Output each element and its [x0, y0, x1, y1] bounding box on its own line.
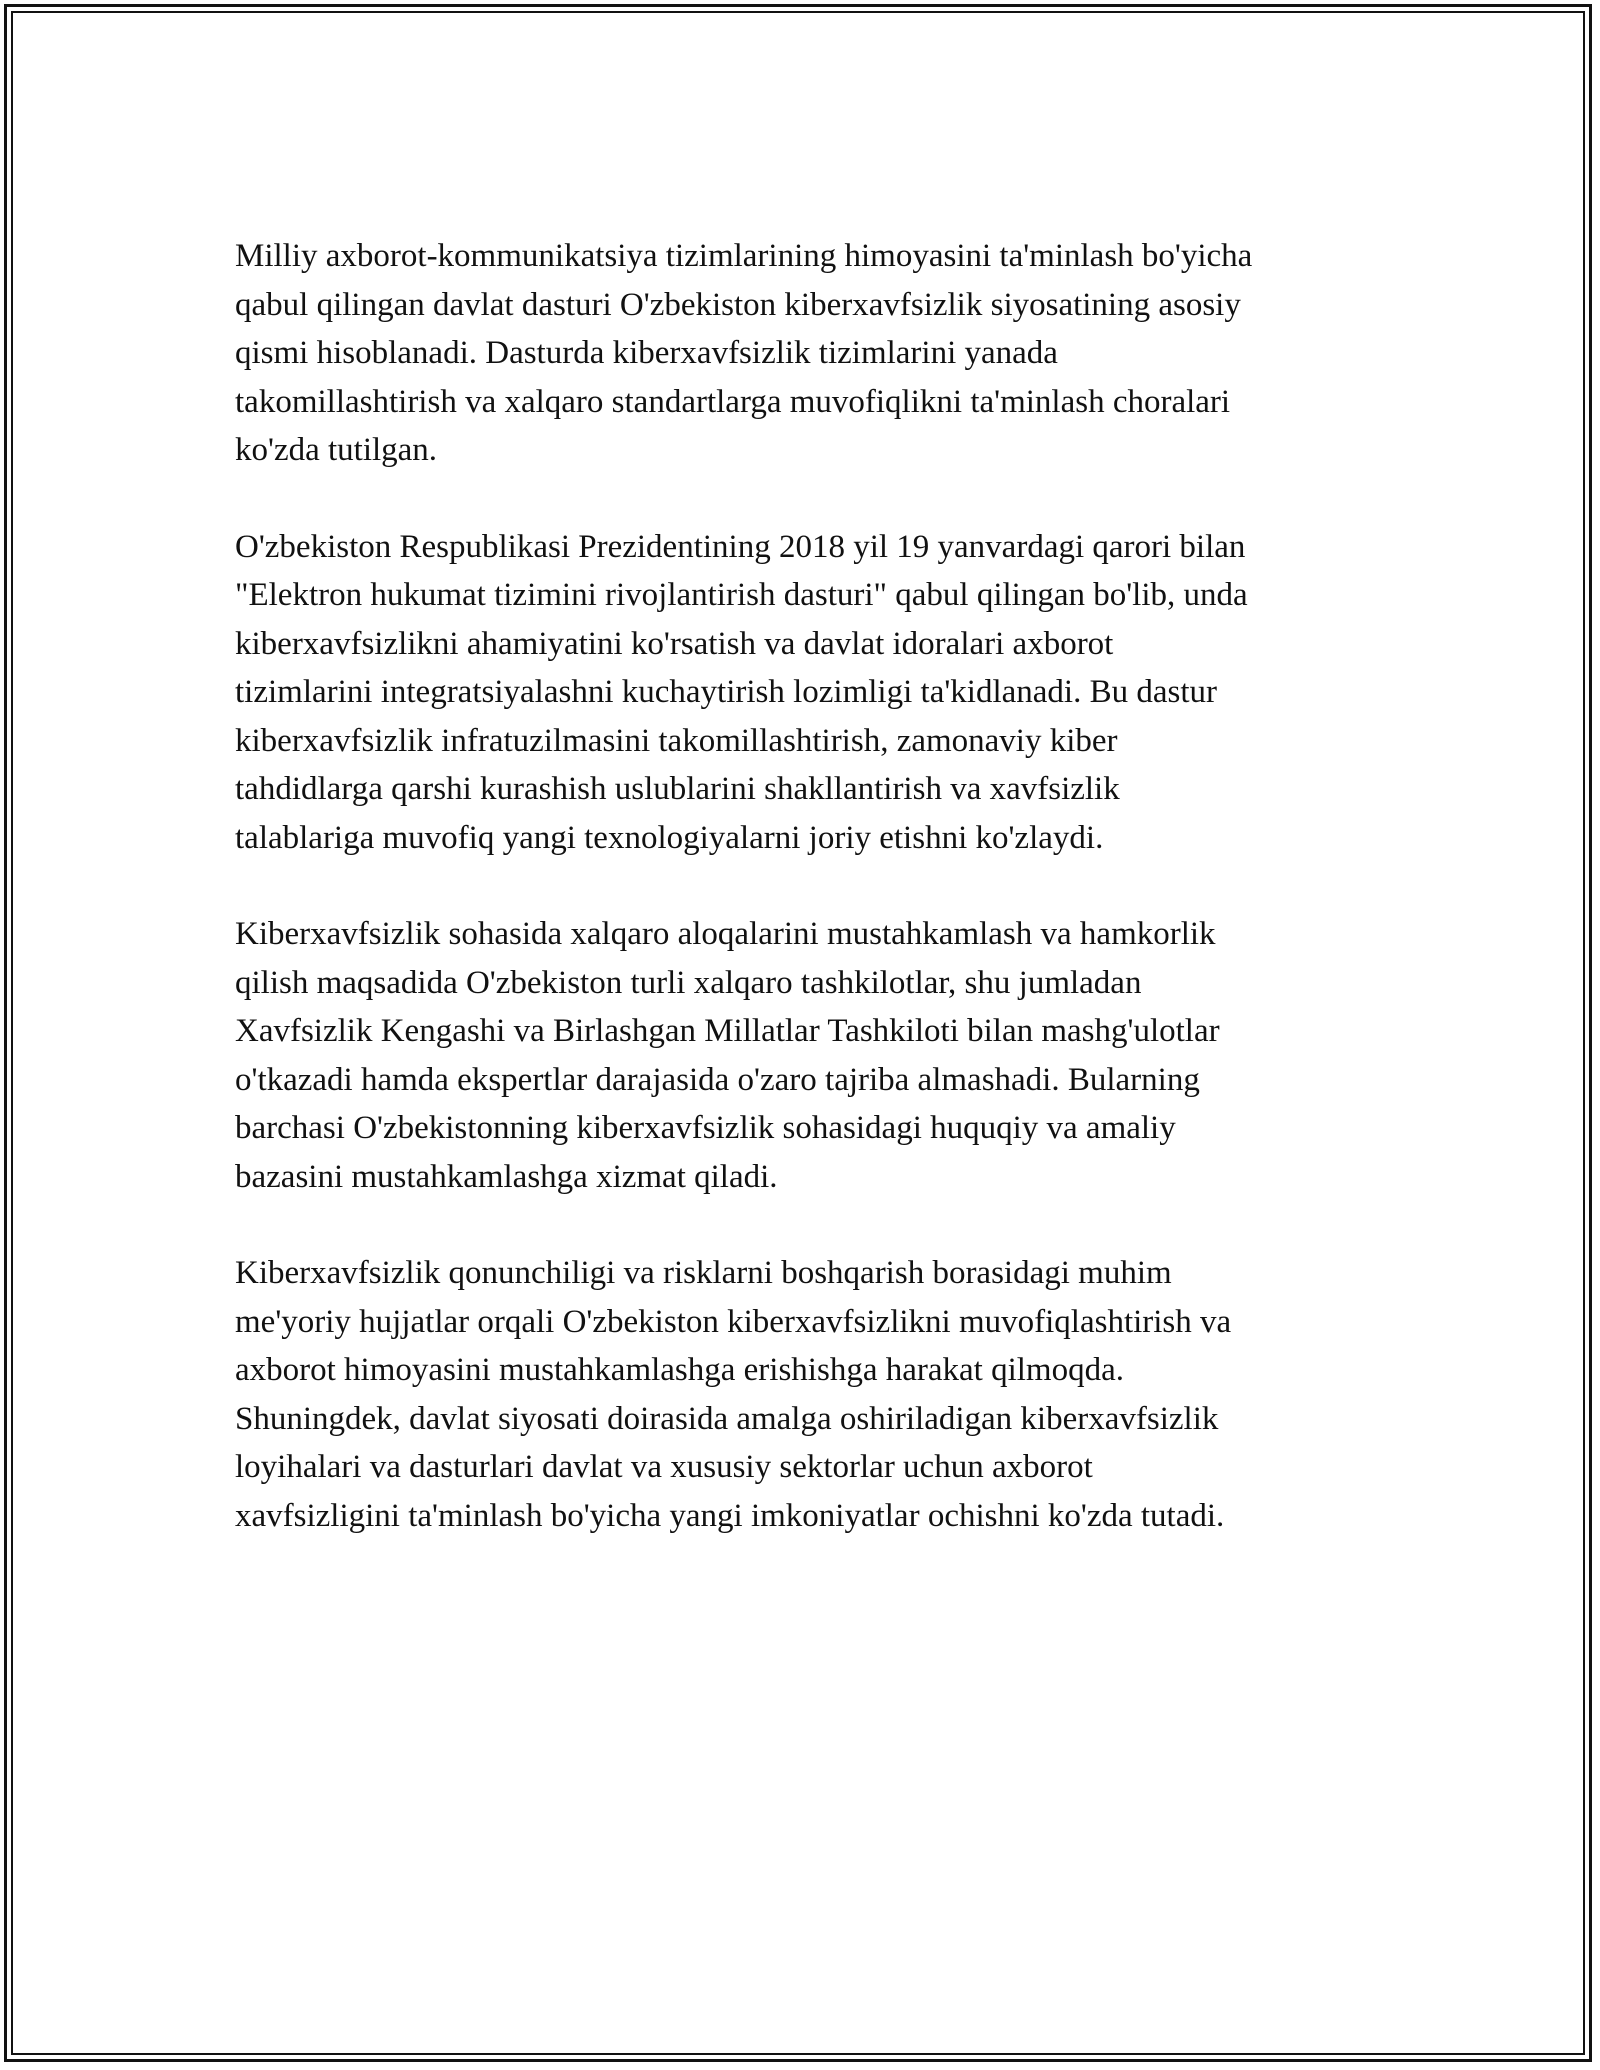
paragraph-4: Kiberxavfsizlik qonunchiligi va risklarni boshqarish borasidagi muhim me'yoriy hujjatlar orqali O'zbekiston kiberxavfsizlikni muvofiqlashtirish va axborot himoyasini mustahkamlashga erishishga harakat qilmoqda. Shuningdek, davlat siyosati doirasida amalga oshiriladigan kiberxavfsizlik loyihalari va dasturlari davlat va xususiy sektorlar uchun axborot xavfsizligini ta'minlash bo'yicha yangi imkoniyatlar ochishni ko'zda tutadi. [235, 1255, 1232, 1534]
paragraph-1: Milliy axborot-kommunikatsiya tizimlarining himoyasini ta'minlash bo'yicha qabul qilingan davlat dasturi O'zbekiston kiberxavfsizlik siyosatining asosiy qismi hisoblanadi. Dasturda kiberxavfsizlik tizimlarini yanada takomillashtirish va xalqaro standartlarga muvofiqlikni ta'minlash choralari ko'zda tutilgan. [235, 238, 1253, 468]
document-body [235, 232, 1385, 1588]
paragraph-2: O'zbekiston Respublikasi Prezidentining 2018 yil 19 yanvardagi qarori bilan "Elektron hukumat tizimini rivojlantirish dasturi" qabul qilingan bo'lib, unda kiberxavfsizlikni ahamiyatini ko'rsatish va davlat idoralari axborot tizimlarini integratsiyalashni kuchaytirish lozimligi ta'kidlanadi. Bu dastur kiberxavfsizlik infratuzilmasini takomillashtirish, zamonaviy kiber tahdidlarga qarshi kurashish uslublarini shakllantirish va xavfsizlik talablariga muvofiq yangi texnologiyalarni joriy etishni ko'zlaydi. [235, 528, 1248, 856]
paragraph-3: Kiberxavfsizlik sohasida xalqaro aloqalarini mustahkamlash va hamkorlik qilish maqsadida O'zbekiston turli xalqaro tashkilotlar, shu jumladan Xavfsizlik Kengashi va Birlashgan Millatlar Tashkiloti bilan mashg'ulotlar o'tkazadi hamda ekspertlar darajasida o'zaro tajriba almashadi. Bularning barchasi O'zbekistonning kiberxavfsizlik sohasidagi huquqiy va amaliy bazasini mustahkamlashga xizmat qiladi. [235, 916, 1220, 1195]
